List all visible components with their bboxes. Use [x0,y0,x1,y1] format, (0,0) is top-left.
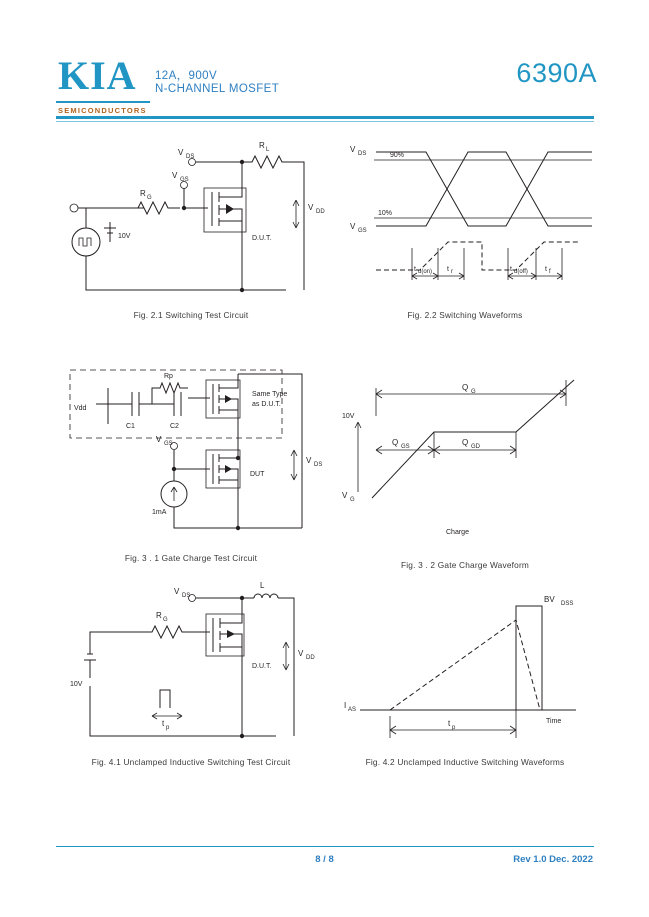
svg-text:AS: AS [348,707,357,713]
svg-text:1mA: 1mA [152,509,167,516]
svg-text:V: V [350,145,356,154]
svg-text:G: G [163,617,168,623]
svg-text:GS: GS [358,228,367,234]
fig-2-2-caption: Fig. 2.2 Switching Waveforms [407,310,523,320]
svg-text:C1: C1 [126,423,135,430]
svg-text:10V: 10V [118,233,131,240]
svg-text:V: V [298,649,304,658]
svg-text:Q: Q [462,383,469,392]
part-number: 6390A [516,58,597,88]
svg-text:DS: DS [186,154,195,160]
svg-text:V: V [342,491,348,500]
footer-divider [56,846,594,847]
fig-4-2-drawing [330,590,600,765]
svg-text:10V: 10V [342,413,355,420]
product-spec-line-2: N-CHANNEL MOSFET [155,83,280,95]
svg-text:Same Type: Same Type [252,391,288,398]
fig-3-1-caption: Fig. 3 . 1 Gate Charge Test Circuit [124,553,258,563]
header-rule-thin [56,121,594,122]
fig-2-2-drawing [330,130,600,315]
svg-text:V: V [350,222,356,231]
svg-text:t: t [447,266,449,273]
svg-text:t: t [414,266,416,273]
svg-text:I: I [344,701,347,710]
svg-text:R: R [259,141,265,150]
logo-divider [56,101,150,103]
svg-text:as D.U.T.: as D.U.T. [252,401,281,408]
svg-text:D.U.T.: D.U.T. [252,235,272,242]
svg-text:BV: BV [544,595,555,604]
svg-text:Q: Q [462,438,469,447]
svg-text:DS: DS [182,593,191,599]
svg-text:p: p [166,725,170,731]
svg-text:G: G [350,497,355,503]
fig-3-1-drawing [56,358,326,558]
svg-text:GD: GD [471,444,480,450]
product-spec-line-1: 12A，900V [155,70,218,82]
svg-text:t: t [448,719,451,728]
svg-text:R: R [156,611,162,620]
fig-3-2-caption: Fig. 3 . 2 Gate Charge Waveform [400,560,530,570]
svg-text:GS: GS [401,444,410,450]
svg-text:V: V [174,587,180,596]
svg-text:t: t [545,266,547,273]
svg-text:DD: DD [316,209,325,215]
svg-text:r: r [451,269,453,275]
svg-text:V: V [306,456,312,465]
svg-text:10%: 10% [378,210,393,217]
figure-gate-charge-waveform [330,358,600,583]
svg-text:d(on): d(on) [418,269,433,275]
fig-4-1-caption: Fig. 4.1 Unclamped Inductive Switching Test Circuit [91,757,291,767]
svg-text:V: V [178,148,184,157]
page-header [0,28,649,115]
svg-text:DS: DS [314,462,323,468]
svg-text:p: p [452,725,456,731]
svg-text:C2: C2 [170,423,179,430]
revision-label: Rev 1.0 Dec. 2022 [513,854,593,865]
figure-switching-waveforms [330,130,600,335]
svg-text:D.U.T.: D.U.T. [252,663,272,670]
svg-text:d(off): d(off) [514,269,528,275]
svg-text:V: V [156,435,162,444]
svg-text:L: L [266,147,270,153]
svg-text:Charge: Charge [446,529,469,536]
svg-text:DS: DS [358,151,367,157]
fig-4-1-drawing [56,581,326,765]
svg-text:V: V [172,171,178,180]
svg-text:DSS: DSS [561,601,574,607]
svg-text:DUT: DUT [250,471,265,478]
svg-text:L: L [260,581,265,590]
page-number: 8 / 8 [315,854,334,865]
svg-text:R: R [140,189,146,198]
svg-text:G: G [471,389,476,395]
svg-text:V: V [308,203,314,212]
svg-text:Vdd: Vdd [74,405,87,412]
svg-text:Time: Time [546,718,562,725]
svg-text:Q: Q [392,438,399,447]
figure-uis-test-circuit [56,581,326,790]
fig-2-1-drawing [56,130,326,315]
fig-2-1-caption: Fig. 2.1 Switching Test Circuit [133,310,249,320]
figure-switching-test-circuit [56,130,326,335]
svg-text:G: G [147,195,152,201]
fig-3-2-drawing [330,358,600,558]
figure-gate-charge-test-circuit [56,358,326,583]
company-logo-subtitle: SEMICONDUCTORS [58,106,147,115]
figure-uis-waveforms [330,590,600,790]
svg-text:t: t [162,719,165,728]
header-rule-thick [56,116,594,119]
svg-text:f: f [549,269,551,275]
fig-4-2-caption: Fig. 4.2 Unclamped Inductive Switching Waveforms [365,757,565,767]
svg-text:10V: 10V [70,681,83,688]
svg-text:t: t [510,266,512,273]
svg-text:GS: GS [180,177,189,183]
company-logo: KIA [58,53,137,98]
svg-text:90%: 90% [390,152,405,159]
svg-text:GS: GS [164,441,173,447]
svg-text:Rp: Rp [164,373,173,380]
svg-text:DD: DD [306,655,315,661]
